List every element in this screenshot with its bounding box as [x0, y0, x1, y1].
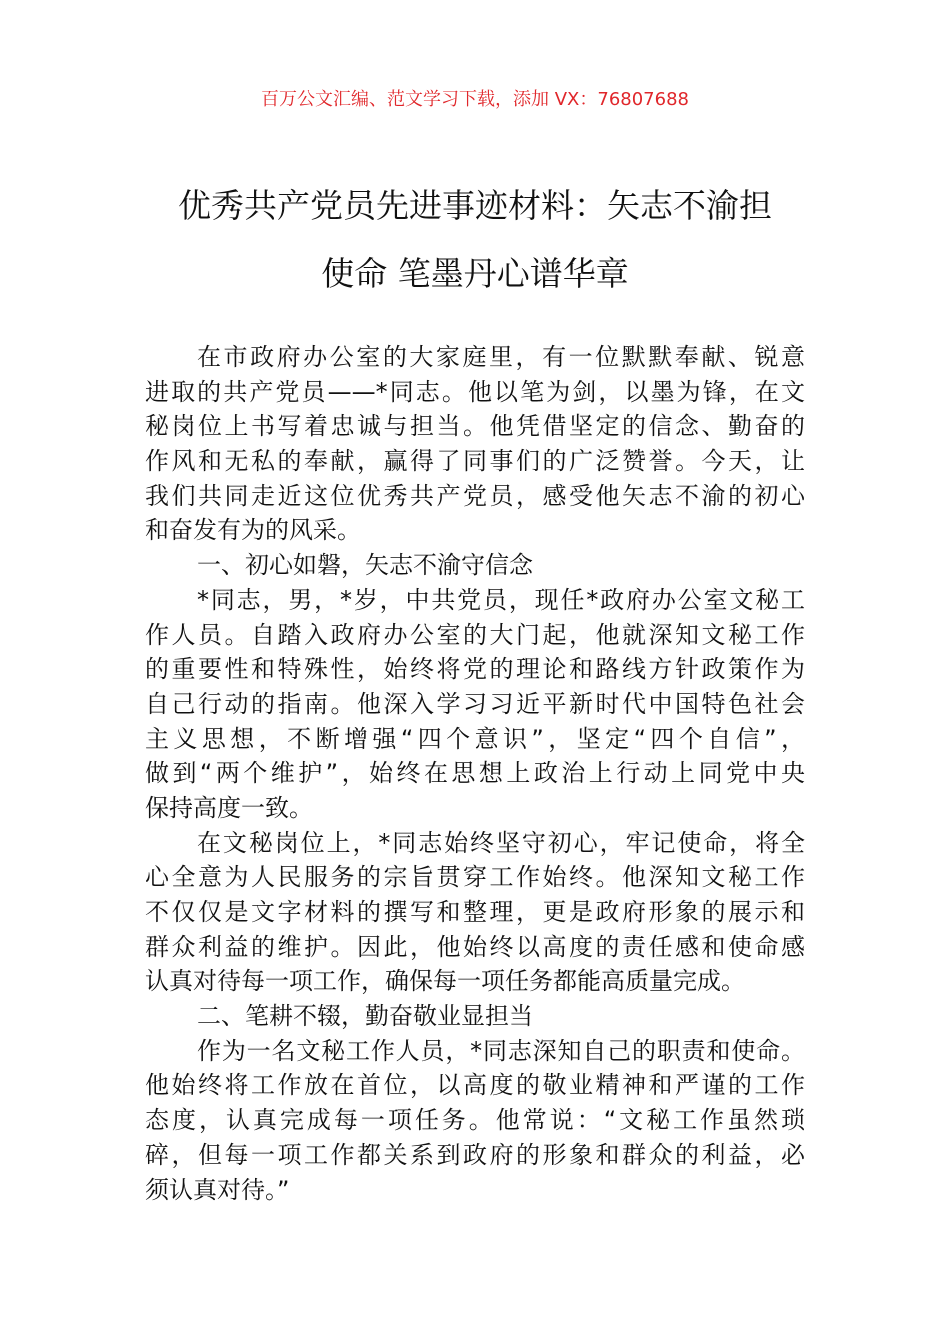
text-line: 群众利益的维护。因此，他始终以高度的责任感和使命感 [145, 932, 805, 961]
document-title-line-1: 优秀共产党员先进事迹材料：矢志不渝担 [178, 186, 772, 225]
text-line: *同志，男，*岁，中共党员，现任*政府办公室文秘工 [197, 585, 805, 614]
text-line: 态度，认真完成每一项任务。他常说：“文秘工作虽然琐 [145, 1106, 805, 1135]
paragraph [145, 583, 805, 826]
text-line: 一、初心如磐，矢志不渝守信念 [197, 551, 533, 580]
watermark-header: 百万公文汇编、范文学习下载，添加 VX：76807688 [261, 89, 689, 110]
text-line: 须认真对待。” [145, 1175, 290, 1204]
document-title-line-2: 使命 笔墨丹心谱华章 [321, 254, 629, 293]
text-line: 和奋发有为的风采。 [145, 516, 361, 545]
paragraph [145, 1034, 805, 1207]
paragraph [145, 548, 805, 583]
text-line: 二、笔耕不辍，勤奋敬业显担当 [197, 1002, 533, 1031]
text-line: 保持高度一致。 [145, 793, 313, 822]
text-line: 我们共同走近这位优秀共产党员，感受他矢志不渝的初心 [145, 481, 805, 510]
document-body [145, 340, 805, 1207]
text-line: 作风和无私的奉献，赢得了同事们的广泛赞誉。今天，让 [145, 447, 805, 476]
text-line: 作为一名文秘工作人员，*同志深知自己的职责和使命。 [197, 1036, 805, 1065]
text-line: 秘岗位上书写着忠诚与担当。他凭借坚定的信念、勤奋的 [145, 412, 805, 441]
text-line: 在市政府办公室的大家庭里，有一位默默奉献、锐意 [197, 343, 805, 371]
text-line: 作人员。自踏入政府办公室的大门起，他就深知文秘工作 [145, 620, 805, 649]
text-line: 不仅仅是文字材料的撰写和整理，更是政府形象的展示和 [145, 898, 805, 926]
text-line: 认真对待每一项工作，确保每一项任务都能高质量完成。 [145, 967, 745, 996]
text-line: 心全意为人民服务的宗旨贯穿工作始终。他深知文秘工作 [145, 863, 805, 892]
text-line: 他始终将工作放在首位，以高度的敬业精神和严谨的工作 [145, 1071, 805, 1100]
text-line: 的重要性和特殊性，始终将党的理论和路线方针政策作为 [145, 655, 805, 684]
text-line: 进取的共产党员——*同志。他以笔为剑，以墨为锋，在文 [145, 377, 805, 406]
text-line: 在文秘岗位上，*同志始终坚守初心，牢记使命，将全 [197, 828, 805, 857]
paragraph [145, 826, 805, 999]
text-line: 碎，但每一项工作都关系到政府的形象和群众的利益，必 [145, 1140, 805, 1169]
text-line: 做到“两个维护”，始终在思想上政治上行动上同党中央 [145, 759, 805, 788]
paragraph [145, 999, 805, 1034]
paragraph [145, 340, 805, 548]
text-line: 主义思想，不断增强“四个意识”，坚定“四个自信”， [145, 724, 805, 753]
text-line: 自己行动的指南。他深入学习习近平新时代中国特色社会 [145, 689, 805, 718]
